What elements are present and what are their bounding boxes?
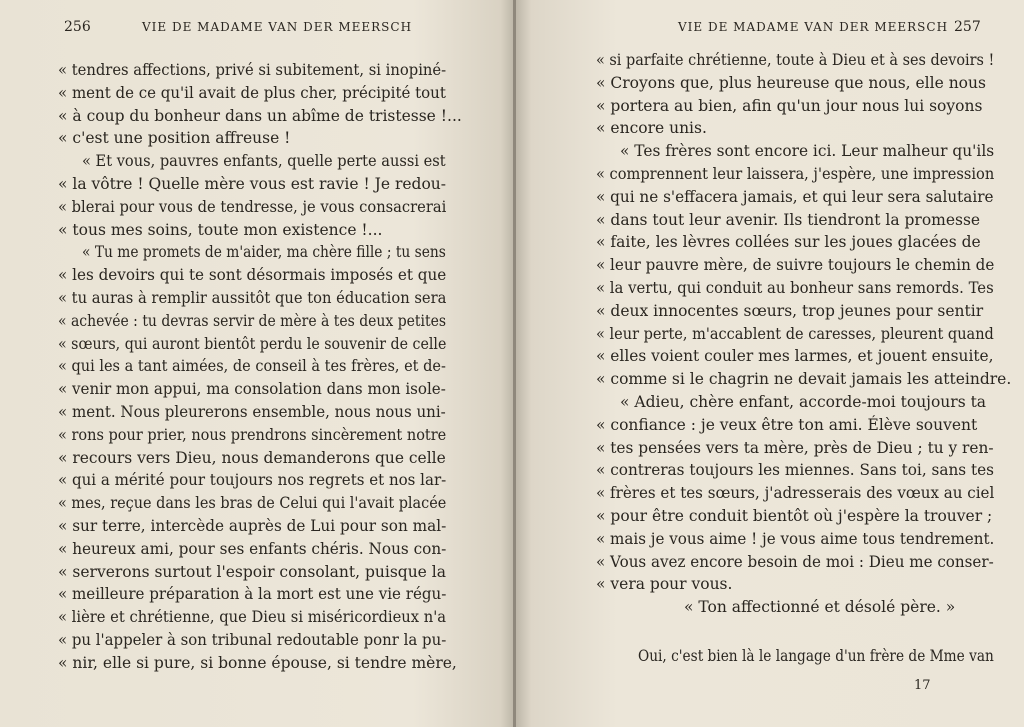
text-line: « faite, les lèvres collées sur les joues glacées de bbox=[596, 233, 981, 252]
text-line: « la vertu, qui conduit au bonheur sans remords. Tes bbox=[596, 279, 994, 297]
text-line: « les devoirs qui te sont désormais imposés et que bbox=[58, 266, 447, 285]
right-page bbox=[516, 0, 1024, 727]
text-line: « serverons surtout l'espoir consolant, puisque la bbox=[58, 562, 446, 581]
text-line: « c'est une position affreuse ! bbox=[58, 129, 291, 148]
right-page-number: 257 bbox=[954, 19, 981, 35]
text-line: « Croyons que, plus heureuse que nous, elle nous bbox=[596, 73, 986, 92]
right-running-head: VIE DE MADAME VAN DER MEERSCH bbox=[678, 20, 949, 34]
text-line: « tous mes soins, toute mon existence !... bbox=[58, 220, 383, 239]
text-line: « nir, elle si pure, si bonne épouse, si tendre mère, bbox=[58, 653, 457, 672]
text-line: « Vous avez encore besoin de moi : Dieu me conser- bbox=[596, 552, 994, 571]
text-line: « Adieu, chère enfant, accorde-moi toujours ta bbox=[620, 393, 987, 411]
text-line: « frères et tes sœurs, j'adresserais des vœux au ciel bbox=[596, 484, 995, 503]
text-line: « meilleure préparation à la mort est une vie régu- bbox=[58, 585, 447, 604]
text-line: « lière et chrétienne, que Dieu si miséricordieux n'a bbox=[58, 608, 447, 627]
text-line: « à coup du bonheur dans un abîme de tristesse !... bbox=[58, 106, 462, 125]
text-line: « mais je vous aime ! je vous aime tous tendrement. bbox=[596, 529, 995, 548]
text-line: « leur pauvre mère, de suivre toujours le chemin de bbox=[596, 256, 995, 275]
text-line: « confiance : je veux être ton ami. Élève souvent bbox=[596, 415, 978, 434]
text-line: « elles voient couler mes larmes, et jouent ensuite, bbox=[596, 347, 994, 366]
text-line: « pu l'appeler à son tribunal redoutable ponr la pu- bbox=[58, 631, 447, 649]
text-line: « mes, reçue dans les bras de Celui qui l'avait placée bbox=[58, 494, 447, 513]
text-line: « portera au bien, afin qu'un jour nous lui soyons bbox=[596, 96, 983, 115]
text-line: « blerai pour vous de tendresse, je vous consacrerai bbox=[58, 197, 447, 216]
text-line: « qui les a tant aimées, de conseil à tes frères, et de- bbox=[58, 357, 446, 376]
text-line: « tu auras à remplir aussitôt que ton éducation sera bbox=[58, 289, 447, 307]
text-line: « sur terre, intercède auprès de Lui pour son mal- bbox=[58, 517, 447, 535]
text-line: « Tu me promets de m'aider, ma chère fille ; tu sens bbox=[82, 243, 446, 262]
left-running-head: VIE DE MADAME VAN DER MEERSCH bbox=[142, 20, 413, 34]
text-line: « venir mon appui, ma consolation dans mon isole- bbox=[58, 380, 446, 399]
text-line: « leur perte, m'accablent de caresses, pleurent quand bbox=[596, 324, 994, 343]
text-line: « comprennent leur laissera, j'espère, une impression bbox=[596, 165, 995, 183]
text-line: « tes pensées vers ta mère, près de Dieu ; tu y ren- bbox=[596, 438, 994, 457]
text-line: « dans tout leur avenir. Ils tiendront la promesse bbox=[596, 210, 981, 229]
text-line: « encore unis. bbox=[596, 119, 707, 138]
text-line: « sœurs, qui auront bientôt perdu le souvenir de celle bbox=[58, 334, 447, 353]
text-line: « contreras toujours les miennes. Sans toi, sans tes bbox=[596, 461, 994, 480]
text-line: « comme si le chagrin ne devait jamais les atteindre. bbox=[596, 370, 1012, 389]
text-line: « qui ne s'effacera jamais, et qui leur sera salutaire bbox=[596, 187, 994, 206]
text-line: « ment de ce qu'il avait de plus cher, précipité tout bbox=[58, 83, 446, 102]
text-line: « Ton affectionné et désolé père. » bbox=[684, 598, 956, 617]
text-line: « heureux ami, pour ses enfants chéris. Nous con- bbox=[58, 539, 447, 558]
text-line: « si parfaite chrétienne, toute à Dieu et à ses devoirs ! bbox=[596, 51, 995, 69]
text-line: « Tes frères sont encore ici. Leur malheur qu'ils bbox=[620, 142, 995, 161]
text-line: « pour être conduit bientôt où j'espère la trouver ; bbox=[596, 507, 993, 525]
text-line: « la vôtre ! Quelle mère vous est ravie ! Je redou- bbox=[58, 175, 446, 193]
text-line: « Et vous, pauvres enfants, quelle perte aussi est bbox=[82, 152, 446, 171]
text-line: « qui a mérité pour toujours nos regrets et nos lar- bbox=[58, 471, 447, 490]
text-line: « rons pour prier, nous prendrons sincèrement notre bbox=[58, 425, 447, 444]
signature-mark: 17 bbox=[914, 678, 931, 693]
text-line: « recours vers Dieu, nous demanderons que celle bbox=[58, 448, 446, 467]
text-line: « deux innocentes sœurs, trop jeunes pour sentir bbox=[596, 301, 984, 320]
text-line: « tendres affections, privé si subitement, si inopiné- bbox=[58, 61, 447, 79]
text-line: « vera pour vous. bbox=[596, 575, 733, 594]
text-line: Oui, c'est bien là le langage d'un frère de Mme van bbox=[638, 647, 994, 665]
left-page-number: 256 bbox=[64, 19, 91, 35]
text-line: « achevée : tu devras servir de mère à tes deux petites bbox=[58, 311, 447, 330]
text-line: « ment. Nous pleurerons ensemble, nous nous uni- bbox=[58, 403, 446, 421]
